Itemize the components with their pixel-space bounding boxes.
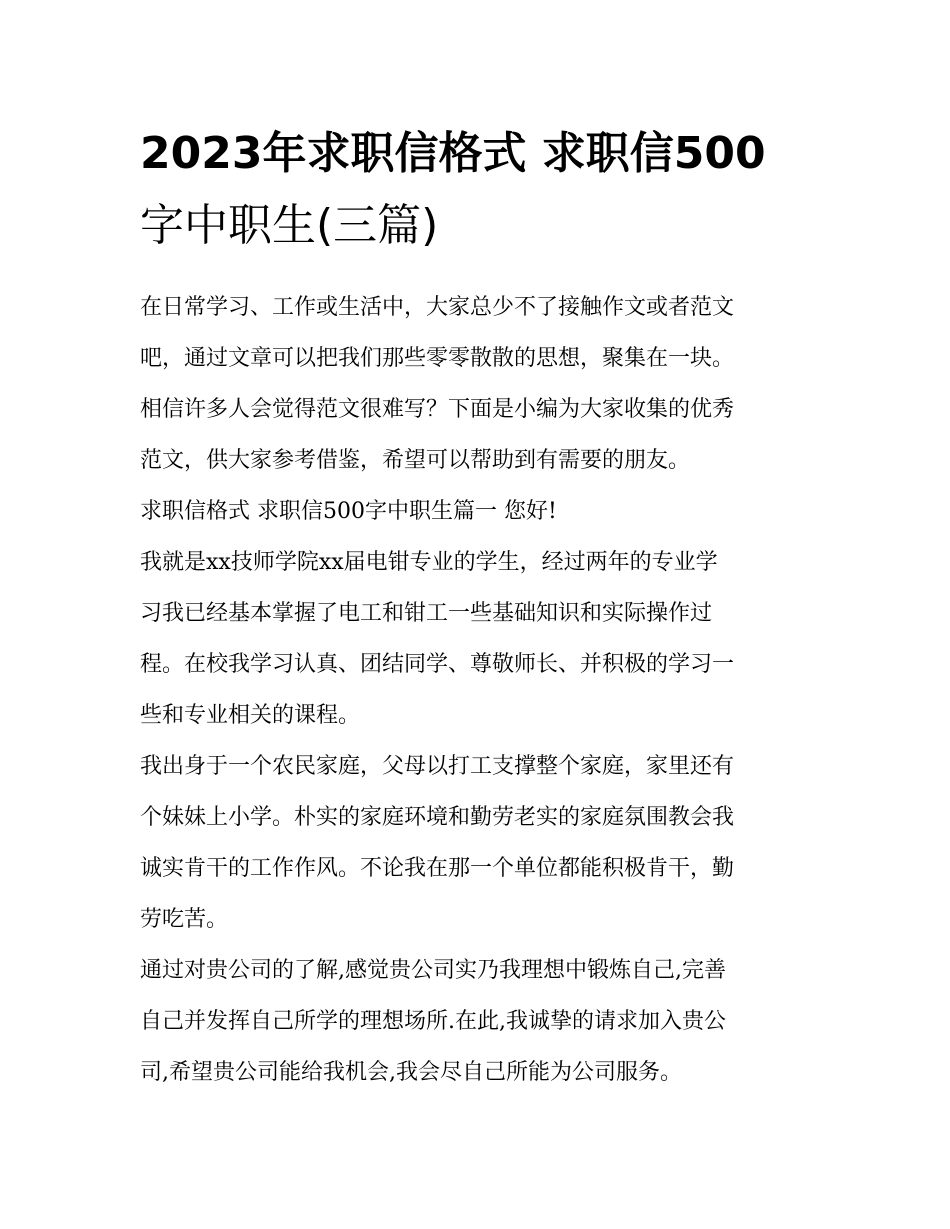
- text-line: 相信许多人会觉得范文很难写？下面是小编为大家收集的优秀: [140, 397, 735, 422]
- text-line: 我就是xx技师学院xx届电钳专业的学生，经过两年的专业学: [140, 550, 718, 575]
- text-line: 通过对贵公司的了解,感觉贵公司实乃我理想中锻炼自己,完善: [140, 958, 726, 983]
- text-line: 在日常学习、工作或生活中，大家总少不了接触作文或者范文: [140, 295, 735, 320]
- document-title: [140, 118, 812, 262]
- document-page: [140, 118, 812, 1098]
- section-heading-paragraph: [140, 486, 812, 537]
- intro-paragraph: [140, 282, 812, 486]
- text-line: 求职信格式 求职信500字中职生篇一 您好!: [140, 499, 557, 524]
- body-paragraph-2: [140, 741, 812, 945]
- body-paragraph-1: [140, 537, 812, 741]
- text-line: 司,希望贵公司能给我机会,我会尽自己所能为公司服务。: [140, 1060, 682, 1085]
- body-paragraph-3: [140, 945, 812, 1098]
- text-line: 劳吃苦。: [140, 907, 229, 932]
- text-line: 个妹妹上小学。朴实的家庭环境和勤劳老实的家庭氛围教会我: [140, 805, 735, 830]
- title-line-1: 2023年求职信格式 求职信500: [140, 128, 766, 179]
- text-line: 些和专业相关的课程。: [140, 703, 361, 728]
- text-line: 自己并发挥自己所学的理想场所.在此,我诚挚的请求加入贵公: [140, 1009, 726, 1034]
- text-line: 诚实肯干的工作作风。不论我在那一个单位都能积极肯干，勤: [140, 856, 735, 881]
- text-line: 范文，供大家参考借鉴，希望可以帮助到有需要的朋友。: [140, 448, 691, 473]
- text-line: 我出身于一个农民家庭，父母以打工支撑整个家庭，家里还有: [140, 754, 735, 779]
- text-line: 程。在校我学习认真、团结同学、尊敬师长、并积极的学习一: [140, 652, 735, 677]
- text-line: 吧，通过文章可以把我们那些零零散散的思想，聚集在一块。: [140, 346, 735, 371]
- text-line: 习我已经基本掌握了电工和钳工一些基础知识和实际操作过: [140, 601, 713, 626]
- title-line-2: 字中职生(三篇): [140, 200, 439, 251]
